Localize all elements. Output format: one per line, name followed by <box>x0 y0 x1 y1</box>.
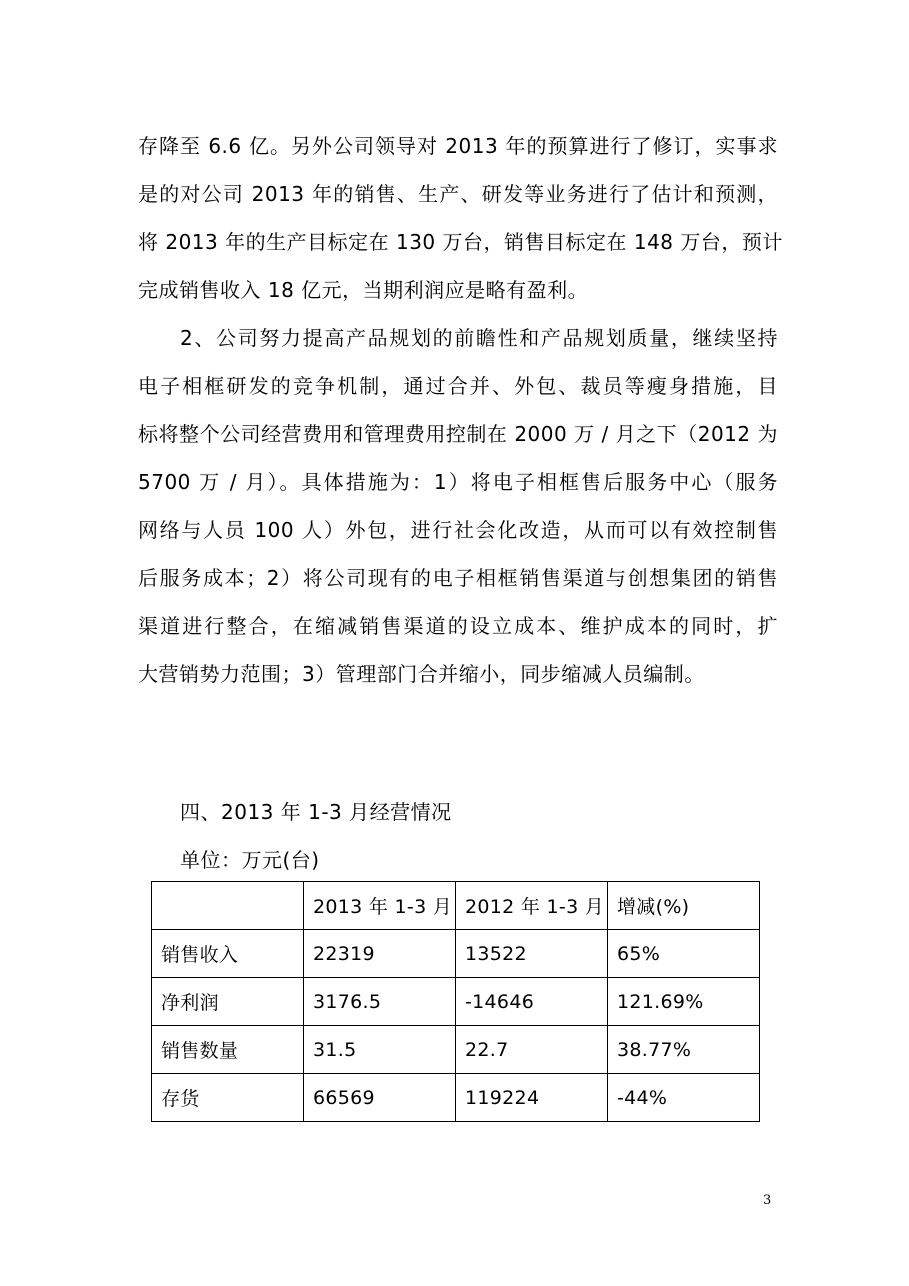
section-heading: 四、2013 年 1-3 月经营情况 <box>180 800 452 824</box>
table-cell: 121.69% <box>608 978 760 1026</box>
table-cell: 存货 <box>152 1074 304 1122</box>
unit-label: 单位：万元(台) <box>180 848 320 872</box>
table-cell: 3176.5 <box>304 978 456 1026</box>
table-cell: 31.5 <box>304 1026 456 1074</box>
table-cell: 22319 <box>304 930 456 978</box>
table-header-cell: 增减(%) <box>608 882 760 930</box>
table-cell: 66569 <box>304 1074 456 1122</box>
table-row <box>152 1026 760 1074</box>
table-row <box>152 930 760 978</box>
table-cell: 22.7 <box>456 1026 608 1074</box>
table-header-cell: 2013 年 1-3 月 <box>304 882 456 930</box>
table-cell: -14646 <box>456 978 608 1026</box>
table-header-row <box>152 882 760 930</box>
table-cell: 销售收入 <box>152 930 304 978</box>
table-cell: 119224 <box>456 1074 608 1122</box>
paragraph-2-line-1: 2、公司努力提高产品规划的前瞻性和产品规划质量，继续坚持 <box>180 326 778 350</box>
paragraph-2-line-6: 后服务成本；2）将公司现有的电子相框销售渠道与创想集团的销售 <box>138 566 778 590</box>
paragraph-2-line-5: 网络与人员 100 人）外包，进行社会化改造，从而可以有效控制售 <box>138 518 778 542</box>
table-row <box>152 978 760 1026</box>
paragraph-1-line-2: 是的对公司 2013 年的销售、生产、研发等业务进行了估计和预测， <box>138 182 778 206</box>
table-cell: 65% <box>608 930 760 978</box>
paragraph-2-line-3: 标将整个公司经营费用和管理费用控制在 2000 万 / 月之下（2012 为 <box>138 422 778 446</box>
paragraph-1-line-1: 存降至 6.6 亿。另外公司领导对 2013 年的预算进行了修订，实事求 <box>138 134 778 158</box>
table-cell: 13522 <box>456 930 608 978</box>
operating-results-table <box>151 881 760 1122</box>
paragraph-2-line-4: 5700 万 / 月）。具体措施为：1）将电子相框售后服务中心（服务 <box>138 470 778 494</box>
table-header-cell: 2012 年 1-3 月 <box>456 882 608 930</box>
paragraph-2-line-2: 电子相框研发的竞争机制，通过合并、外包、裁员等瘦身措施，目 <box>138 374 778 398</box>
table-cell: 净利润 <box>152 978 304 1026</box>
table-cell: -44% <box>608 1074 760 1122</box>
table-header-cell <box>152 882 304 930</box>
paragraph-2-line-7: 渠道进行整合，在缩减销售渠道的设立成本、维护成本的同时，扩 <box>138 614 778 638</box>
paragraph-1-line-3: 将 2013 年的生产目标定在 130 万台，销售目标定在 148 万台，预计 <box>138 230 783 254</box>
paragraph-1-line-4: 完成销售收入 18 亿元，当期利润应是略有盈利。 <box>138 278 589 302</box>
page-number: 3 <box>763 1193 772 1208</box>
table-cell: 销售数量 <box>152 1026 304 1074</box>
table-cell: 38.77% <box>608 1026 760 1074</box>
table-row <box>152 1074 760 1122</box>
paragraph-2-line-8: 大营销势力范围；3）管理部门合并缩小，同步缩减人员编制。 <box>138 662 705 686</box>
